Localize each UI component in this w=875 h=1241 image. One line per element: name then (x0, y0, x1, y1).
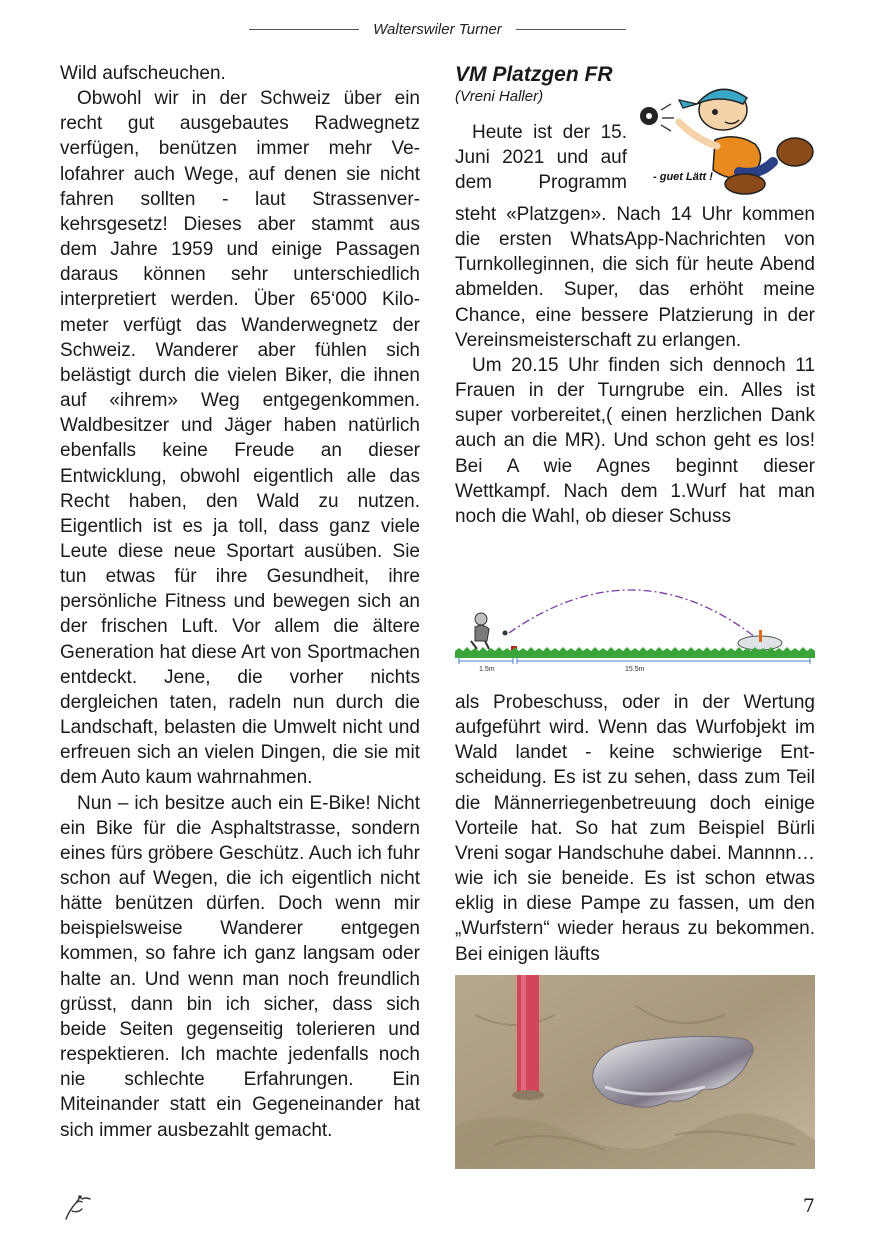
distance-measure (459, 658, 810, 664)
header-rule-left (249, 29, 359, 30)
article-intro-line-3: dem Programm (455, 172, 627, 194)
running-header (0, 18, 875, 40)
cartoon-thrower-illustration (635, 80, 819, 198)
red-stake (517, 975, 539, 1095)
throw-distance-diagram (455, 575, 815, 675)
header-title: Walterswiler Turner (373, 20, 502, 38)
left-paragraph-3: Nun – ich besitze auch ein E-Bike! Nicht ein Bike für die Asphaltstrasse, sondern eines fürs gröbere Geschütz. Auch ich fuhr schon auf Wegen, die ich eigentlich nicht hätte benützen dürfen. Doch wenn mir beispielsweise Wanderer entgegen kommen, so fahre ich ganz langsam oder halte an. Und wenn man noch freundlich grüsst, dann bin ich sicher, dass sich beide Seiten gegenseitig tolerieren und respektieren. Ich machte jedenfalls noch nie schlechte Erfahrungen. Ein Miteinander statt ein Gegeneinander hat sich immer ausbezahlt gemacht. (60, 792, 420, 1141)
article-intro-line-1: Heute ist der 15. (472, 122, 627, 143)
left-column (60, 61, 420, 1143)
article-intro-line-2: Juni 2021 und auf (455, 147, 627, 169)
article-author: (Vreni Haller) (455, 88, 544, 105)
article-title: VM Platzgen FR (455, 63, 613, 86)
target-stake (759, 630, 762, 642)
photo-disc-in-mud (455, 975, 815, 1169)
gymnast-logo (60, 1193, 94, 1221)
grass-strip (455, 651, 815, 658)
article-paragraph-1: steht «Platzgen». Nach 14 Uhr kommen die ersten WhatsApp-Nachrichten von Turnkolleginnen, die sich für heute Abend abmelden. Super, das erhöht meine Chance, eine bessere Platzierung in der Vereinsmeisterschaft zu erlangen. (455, 204, 815, 351)
header-rule-right (516, 29, 626, 30)
article-paragraph-3: als Probeschuss, oder in der Wertung aufgeführt wird. Wenn das Wurfobjekt im Wald landet - keine schwierige Entscheidung. Es ist zu sehen, dass zum Teil die Männerriegenbetreuung doch einige Vorteile hat. So hat zum Beispiel Bürli Vreni sogar Handschuhe dabei. Mannnn… wie ich sie beneide. Es ist schon etwas eklig in diese Pampe zu fassen, um den „Wurfstern“ wieder heraus zu bekommen. Bei einigen läufts (455, 692, 815, 965)
left-paragraph-2: Obwohl wir in der Schweiz über ein recht gut ausgebautes Radwegnetz verfügen, benützen immer mehr Velofahrer auch Wege, auf denen sie nicht fahren sollten - laut Strassenverkehrsgesetz! Dieses aber stammt aus dem Jahre 1959 und einige Passagen daraus können sehr unterschiedlich interpretiert werden. Über 65‘000 Kilometer verfügt das Wanderwegnetz der Schweiz. Wanderer aber fühlen sich belästigt durch die vielen Biker, die ihnen auf «ihrem» Weg entgegenkommen. Waldbesitzer und Jäger haben natürlich ebenfalls keine Freude an dieser Entwicklung, obwohl eigentlich alle das Recht haben, den Wald zu nutzen. Eigentlich ist es ja toll, dass ganz viele Leute diese neue Sportart ausüben. Sie tun etwas für ihre Gesundheit, ihre persönliche Fitness und bewegen sich an der frischen Luft. Vor allem die ältere Generation hat diese Art von Sportmachen entdeckt. Jene, die vorher nichts dergleichen taten, radeln nun durch die Landschaft, belasten die Umwelt nicht und erfreuen sich an vielen Dingen, die sie mit dem Auto kaum wahrnahmen. (60, 88, 420, 789)
article-column (455, 61, 815, 529)
cartoon-caption: - guet Lätt ! (653, 171, 713, 183)
left-paragraph-1: Wild aufscheuchen. (60, 63, 226, 84)
page-number: 7 (802, 1195, 815, 1217)
distance-label-2: 15.5m (625, 666, 645, 673)
article-paragraph-2: Um 20.15 Uhr finden sich dennoch 11 Frauen in der Turngrube ein. Alles ist super vorbereitet,( einen herzlichen Dank auch an die MR). Und schon geht es los! Bei A wie Agnes beginnt dieser Wettkampf. Nach dem 1.Wurf hat man noch die Wahl, ob dieser Schuss (455, 354, 815, 527)
thrower-figure (471, 613, 508, 649)
article-column-continued (455, 690, 815, 967)
distance-label-1: 1.5m (479, 666, 495, 673)
trajectory-arc (509, 590, 755, 637)
